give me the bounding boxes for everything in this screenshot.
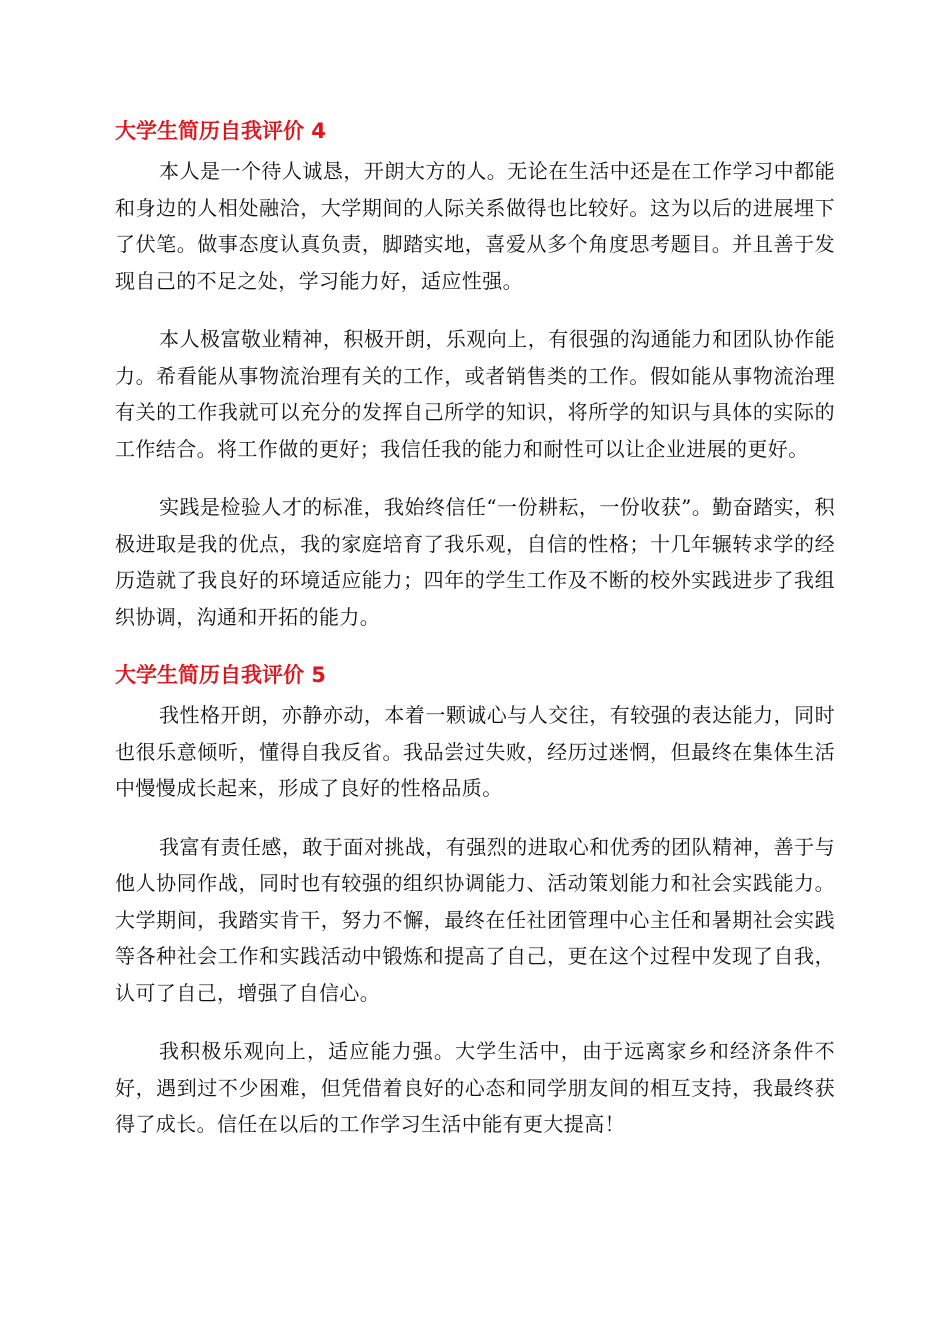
section-self-evaluation-5 <box>115 657 835 1143</box>
paragraph: 本人是一个待人诚恳，开朗大方的人。无论在生活中还是在工作学习中都能和身边的人相处融洽，大学期间的人际关系做得也比较好。这为以后的进展埋下了伏笔。做事态度认真负责，脚踏实地，喜爱从多个角度思考题目。并且善于发现自己的不足之处，学习能力好，适应性强。 <box>115 159 835 293</box>
paragraph: 本人极富敬业精神，积极开朗，乐观向上，有很强的沟通能力和团队协作能力。希看能从事物流治理有关的工作，或者销售类的工作。假如能从事物流治理有关的工作我就可以充分的发挥自己所学的知识，将所学的知识与具体的实际的工作结合。将工作做的更好；我信任我的能力和耐性可以让企业进展的更好。 <box>115 327 835 461</box>
section-heading: 大学生简历自我评价 5 <box>115 663 326 687</box>
paragraph: 我积极乐观向上，适应能力强。大学生活中，由于远离家乡和经济条件不好，遇到过不少困难，但凭借着良好的心态和同学朋友间的相互支持，我最终获得了成长。信任在以后的工作学习生活中能有更大提高！ <box>115 1039 835 1136</box>
paragraph: 我富有责任感，敢于面对挑战，有强烈的进取心和优秀的团队精神，善于与他人协同作战，同时也有较强的组织协调能力、活动策划能力和社会实践能力。大学期间，我踏实肯干，努力不懈，最终在任社团管理中心主任和暑期社会实践等各种社会工作和实践活动中锻炼和提高了自己，更在这个过程中发现了自我，认可了自己，增强了自信心。 <box>115 834 835 1005</box>
section-self-evaluation-4 <box>115 113 835 635</box>
paragraph: 实践是检验人才的标准，我始终信任“一份耕耘，一份收获”。勤奋踏实，积极进取是我的优点，我的家庭培育了我乐观，自信的性格；十几年辗转求学的经历造就了我良好的环境适应能力；四年的学生工作及不断的校外实践进步了我组织协调，沟通和开拓的能力。 <box>115 495 835 629</box>
section-heading: 大学生简历自我评价 4 <box>115 119 326 143</box>
document-content <box>115 113 835 1165</box>
paragraph: 我性格开朗，亦静亦动，本着一颗诚心与人交往，有较强的表达能力，同时也很乐意倾听，懂得自我反省。我品尝过失败，经历过迷惘，但最终在集体生活中慢慢成长起来，形成了良好的性格品质。 <box>115 703 835 800</box>
